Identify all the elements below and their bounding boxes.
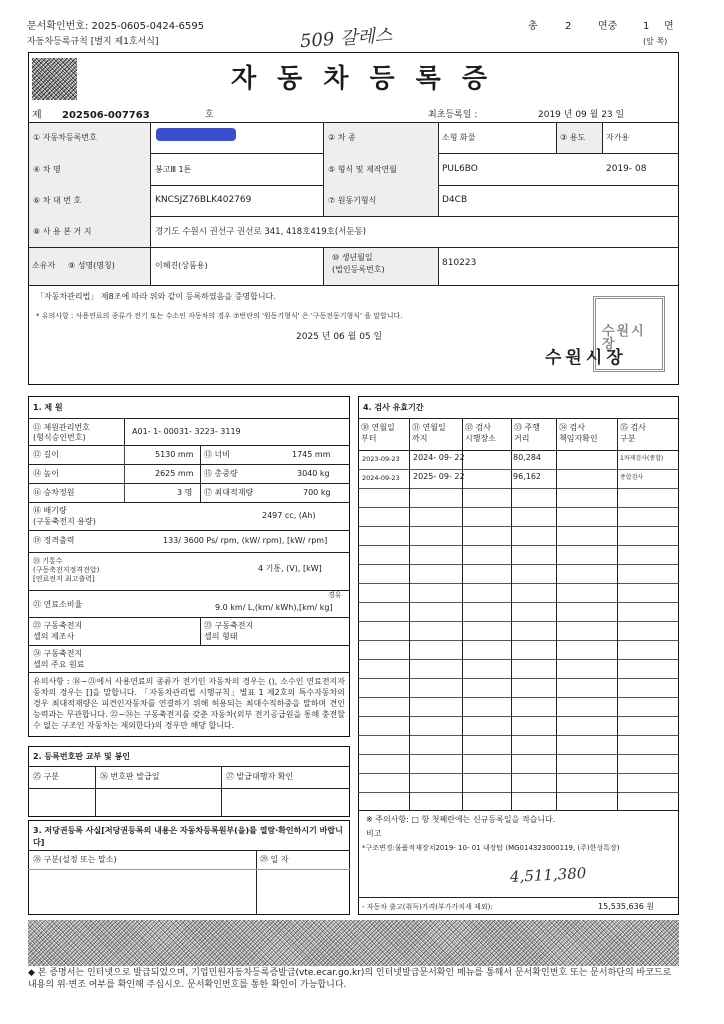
insp-row1-from: 2023-09-23 (362, 455, 400, 463)
cylinder-label: ⑳ 기통수 (구동축전지정격전압) [연료전지 최고출력] (33, 557, 100, 583)
owner-name: 이혜진(상품용) (155, 261, 208, 270)
birth-label: ⑩ 생년월일 (법인등록번호) (332, 253, 385, 274)
seats-label: ⑯ 승차정원 (33, 488, 75, 497)
insp-row1-kind: 1차재검사(종합) (620, 455, 664, 462)
insp-col-to: ㉛ 연월일 까지 (412, 423, 446, 443)
notice-text: * 유의사항 : 사용연료의 종류가 전기 또는 수소인 자동차의 경우 ⑦번란의 '원동기형식' 은 '구동전동기형식' 을 말합니다. (36, 312, 403, 320)
battery-material-label: ㉔ 구동축전지 셀의 주요 원료 (33, 649, 85, 669)
inspection-row-line (358, 469, 679, 470)
inspection-row-line (358, 678, 679, 679)
load-label: ⑰ 최대적재량 (204, 488, 254, 497)
use-label: ③ 용도 (560, 133, 586, 142)
insp-row1-km: 80,284 (513, 453, 541, 462)
seal-text: 수원시장 (602, 324, 646, 352)
inspection-header: 4. 검사 유효기간 (363, 403, 424, 412)
cylinder-value: 4 기통, (V), [kW] (258, 564, 322, 573)
model-date: 2019- 08 (606, 164, 647, 174)
plate-col-date: ㉖ 번호판 발급일 (100, 772, 160, 781)
front-label: (앞 쪽) (643, 37, 668, 46)
length-value: 5130 mm (155, 450, 194, 459)
inspection-row-line (358, 659, 679, 660)
page-total-label: 총 (528, 21, 538, 32)
base-label: ⑧ 사 용 본 거 지 (33, 227, 92, 236)
width-label: ⑬ 너비 (204, 450, 230, 459)
cert-prefix: 제 (32, 110, 42, 121)
height-label: ⑭ 높이 (33, 469, 59, 478)
handwritten-price: 4,511,380 (509, 864, 587, 886)
insp-row2-to: 2025- 09- 22 (413, 472, 465, 481)
inspection-row-line (358, 602, 679, 603)
name-value: 봉고Ⅲ 1톤 (155, 165, 192, 174)
engine-label: ⑦ 원동기형식 (328, 196, 377, 205)
page-num-label: 면중 (598, 21, 618, 32)
inspection-row-line (358, 488, 679, 489)
vin-label: ⑥ 차 대 번 호 (33, 196, 82, 205)
inspection-row-line (358, 583, 679, 584)
power-label: ⑲ 정격출력 (33, 536, 75, 545)
page-unit: 면 (664, 21, 674, 32)
model-label: ⑤ 형식 및 제작연월 (328, 165, 397, 174)
inspection-row-line (358, 545, 679, 546)
redacted-reg-number (156, 128, 236, 141)
insp-row2-from: 2024-09-23 (362, 474, 400, 482)
fuel-value: 9.0 km/ L,(km/ kWh),[km/ kg] (215, 603, 333, 612)
issuer-name: 수원시장 (545, 348, 627, 368)
document-barcode (28, 920, 679, 966)
official-seal-stamp (593, 296, 665, 372)
insp-row2-km: 96,162 (513, 472, 541, 481)
page-num: 1 (643, 21, 650, 32)
disp-label: ⑱ 배기량 (구동축전지 용량) (33, 506, 96, 527)
load-value: 700 kg (303, 488, 331, 497)
price-value: 15,535,636 원 (598, 902, 655, 911)
inspection-row-line (358, 773, 679, 774)
spec-no: A01- 1- 00031- 3223- 3119 (132, 427, 241, 436)
certify-text: 「자동차관리법」 제8조에 따라 위와 같이 등록하였음을 증명합니다. (36, 292, 276, 301)
inspection-row-line (358, 697, 679, 698)
inspection-row-line (358, 621, 679, 622)
type-label: ② 차 종 (328, 133, 356, 142)
engine-value: D4CB (442, 195, 468, 205)
inspection-row-line (358, 507, 679, 508)
model-value: PUL6BO (442, 164, 478, 174)
base-value: 경기도 수원시 권선구 권선로 341, 418호419호(서둔동) (155, 227, 367, 237)
battery-shape-label: ㉓ 구동축전지 셀의 형태 (204, 621, 254, 641)
issue-date: 2025 년 06 월 05 일 (296, 332, 383, 342)
height-value: 2625 mm (155, 469, 194, 478)
remark-text: *구조변경:물품적재장치2019- 10- 01 내장탑 (MG014323000119, (주)한성특장) (362, 844, 620, 852)
battery-maker-label: ㉒ 구동축전지 셀의 제조사 (33, 621, 83, 641)
inspection-row-line (358, 640, 679, 641)
owner-name-label: ⑨ 성명(명칭) (68, 261, 115, 270)
page-title: 자 동 차 등 록 증 (231, 64, 493, 94)
spec-caution: 유의사항 : ⑱~㉑에서 사용연료의 종류가 전기인 자동차의 경우는 (), 소수인 연료전지자동차의 경우는 []을 말합니다. 「자동차관리법 시행규칙」별표 1 제2호의 특수자동차의 경우 최대적재량은 피견인자동차를 연결하기 위해 허용되는 최대수직하중을 말하며 견인능력과는 무관합니다. ㉒~㉔는 구동축전지를 갖춘 자동차(외부 전기공급원을 통해 충전할 수 없는 구조인 자동차는 제외한다)의 경우만 해당 합니다. (33, 677, 345, 731)
insp-col-km: ㉝ 주행 거리 (514, 423, 540, 443)
cert-suffix: 호 (205, 110, 214, 120)
inspection-row-line (358, 526, 679, 527)
fuel-label: ㉑ 연료소비율 (33, 600, 83, 609)
vin-value: KNCSJZ76BLK402769 (155, 195, 252, 205)
cert-number: 202506-007763 (62, 110, 150, 121)
remark-label: 비고 (366, 829, 382, 838)
inspection-row-line (358, 792, 679, 793)
seats-value: 3 명 (177, 488, 193, 497)
price-label: - 자동차 출고(취득)가격(부가가치세 제외): (362, 903, 493, 911)
fuel-tag: 경유 (328, 591, 342, 599)
page-total: 2 (565, 21, 572, 32)
width-value: 1745 mm (292, 450, 331, 459)
insp-row1-to: 2024- 09- 22 (413, 453, 465, 462)
handwritten-note: 509 갈레스 (299, 24, 393, 53)
mortgage-col-date: ㉙ 일 자 (260, 855, 289, 864)
spec-header: 1. 제 원 (33, 403, 63, 412)
plate-header: 2. 등록번호판 교부 및 봉인 (33, 752, 131, 761)
insp-col-kind: ㉟ 검사 구분 (620, 423, 646, 443)
birth-value: 810223 (442, 258, 477, 268)
type-value: 소형 화물 (442, 133, 476, 142)
spec-no-label: ⑪ 제원관리번호 (형식승인번호) (33, 423, 90, 443)
owner-label: 소유자 (32, 261, 56, 270)
use-value: 자가용 (606, 133, 630, 142)
insp-col-from: ㉚ 연월일 부터 (361, 423, 395, 443)
first-reg-date: 2019 년 09 월 23 일 (538, 110, 625, 120)
disp-value: 2497 cc, (Ah) (262, 511, 316, 520)
insp-note: ※ 주의사항: □ 항 첫째란에는 신규등록일을 적습니다. (366, 815, 556, 824)
inspection-row-line (358, 716, 679, 717)
document-confirm-number: 문서확인번호: 2025-0605-0424-6595 (27, 21, 205, 32)
reg-no-label: ① 자동차등록번호 (33, 133, 97, 142)
footer-notice: ◆ 본 증명서는 인터넷으로 발급되었으며, 기업민원자동차등록증발급(vte.ecar.go.kr)의 인터넷발급문서확인 메뉴를 통해서 문서확인번호 또는 문서하단의 바코드로 내용의 위·변조 여부를 확인해 주십시오. 문서확인번호를 통한 확인이 가능합니다. (28, 968, 672, 990)
insp-col-check: ㉞ 검사 책임자확인 (559, 423, 598, 443)
inspection-row-line (358, 754, 679, 755)
length-label: ⑫ 길이 (33, 450, 59, 459)
power-value: 133/ 3600 Ps/ rpm, (kW/ rpm), [kW/ rpm] (163, 536, 328, 545)
mortgage-header: 3. 저당권등록 사실[저당권등록의 내용은 자동차등록원부(을)를 열람·확인하시기 바랍니다] (33, 826, 343, 847)
plate-col-agent: ㉗ 발급대행자 확인 (226, 772, 294, 781)
insp-col-place: ㉜ 검사 시행장소 (465, 423, 496, 443)
weight-label: ⑮ 총중량 (204, 469, 238, 478)
insp-row2-kind: 종합검사 (620, 474, 644, 481)
first-reg-label: 최초등록일 : (428, 110, 478, 120)
mortgage-col-kind: ㉘ 구분(설정 또는 말소) (33, 855, 117, 864)
inspection-row-line (358, 735, 679, 736)
plate-col-type: ㉕ 구분 (33, 772, 59, 781)
weight-value: 3040 kg (297, 469, 330, 478)
regulation-label: 자동차등록규칙 [별지 제1호서식] (27, 37, 159, 47)
inspection-row-line (358, 564, 679, 565)
name-label: ④ 차 명 (33, 165, 61, 174)
